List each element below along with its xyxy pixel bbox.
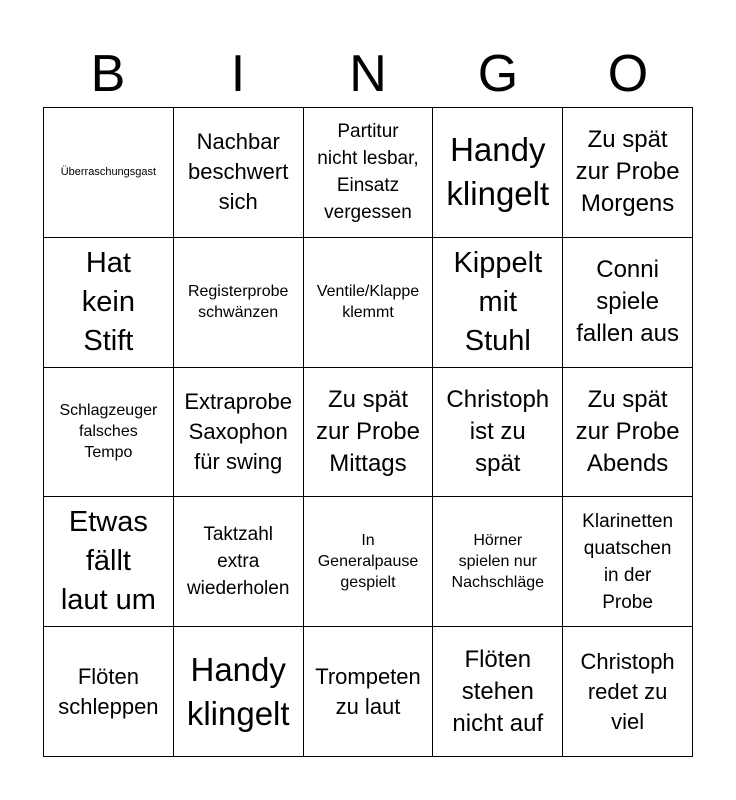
bingo-cell[interactable] [174, 497, 304, 627]
bingo-cell[interactable] [44, 238, 174, 368]
cell-text: Überraschungsgast [60, 166, 157, 179]
header-letter-g: G [477, 45, 519, 103]
cell-text: Flöten stehen nicht auf [452, 645, 544, 737]
bingo-cell[interactable] [304, 627, 434, 757]
bingo-cell[interactable] [304, 368, 434, 498]
bingo-cell[interactable] [563, 627, 693, 757]
cell-text: Christoph ist zu spät [446, 385, 550, 477]
bingo-cell[interactable] [44, 108, 174, 238]
bingo-cell[interactable] [563, 238, 693, 368]
cell-text: Partitur nicht lesbar, Einsatz vergessen [317, 121, 419, 224]
bingo-cell[interactable] [174, 238, 304, 368]
cell-text: Hat kein Stift [81, 246, 135, 357]
bingo-cell[interactable] [563, 108, 693, 238]
cell-text: Zu spät zur Probe Abends [575, 385, 680, 477]
bingo-cell[interactable] [174, 368, 304, 498]
bingo-cell[interactable] [433, 627, 563, 757]
bingo-cell[interactable] [433, 497, 563, 627]
cell-text: Flöten schleppen [58, 663, 159, 719]
cell-text: Registerprobe schwänzen [187, 283, 289, 322]
header-letter-i: I [230, 45, 246, 103]
bingo-cell[interactable] [304, 238, 434, 368]
cell-text: Trompeten zu laut [315, 663, 421, 719]
header-letter-n: N [349, 45, 387, 103]
bingo-cell[interactable] [44, 368, 174, 498]
bingo-cell[interactable] [44, 497, 174, 627]
bingo-board [43, 107, 693, 757]
bingo-cell[interactable] [44, 627, 174, 757]
bingo-cell[interactable] [174, 627, 304, 757]
cell-text: Zu spät zur Probe Morgens [575, 126, 680, 218]
header-letter-o: O [607, 45, 649, 103]
cell-text: In Generalpause gespielt [317, 532, 419, 592]
bingo-cell[interactable] [563, 497, 693, 627]
cell-text: Klarinetten quatschen in der Probe [582, 510, 674, 613]
cell-text: Nachbar beschwert sich [188, 129, 289, 215]
cell-text: Zu spät zur Probe Mittags [315, 385, 421, 477]
cell-text: Extraprobe Saxophon für swing [184, 388, 292, 474]
bingo-cell[interactable] [563, 368, 693, 498]
cell-text: Taktzahl extra wiederholen [186, 524, 290, 600]
cell-text: Kippelt mit Stuhl [453, 246, 543, 357]
bingo-cell[interactable] [304, 108, 434, 238]
bingo-cell[interactable] [174, 108, 304, 238]
header-letter-b: B [90, 45, 126, 103]
bingo-cell[interactable] [433, 238, 563, 368]
cell-text: Handy klingelt [186, 650, 290, 732]
cell-text: Etwas fällt laut um [60, 506, 156, 617]
bingo-cell[interactable] [304, 497, 434, 627]
bingo-cell[interactable] [433, 368, 563, 498]
bingo-cell[interactable] [433, 108, 563, 238]
cell-text: Ventile/Klappe klemmt [316, 283, 420, 322]
cell-text: Handy klingelt [446, 131, 550, 213]
cell-text: Schlagzeuger falsches Tempo [59, 402, 158, 462]
bingo-header [43, 40, 693, 108]
cell-text: Christoph redet zu viel [580, 648, 675, 734]
cell-text: Conni spiele fallen aus [576, 256, 679, 348]
cell-text: Hörner spielen nur Nachschläge [451, 532, 545, 592]
